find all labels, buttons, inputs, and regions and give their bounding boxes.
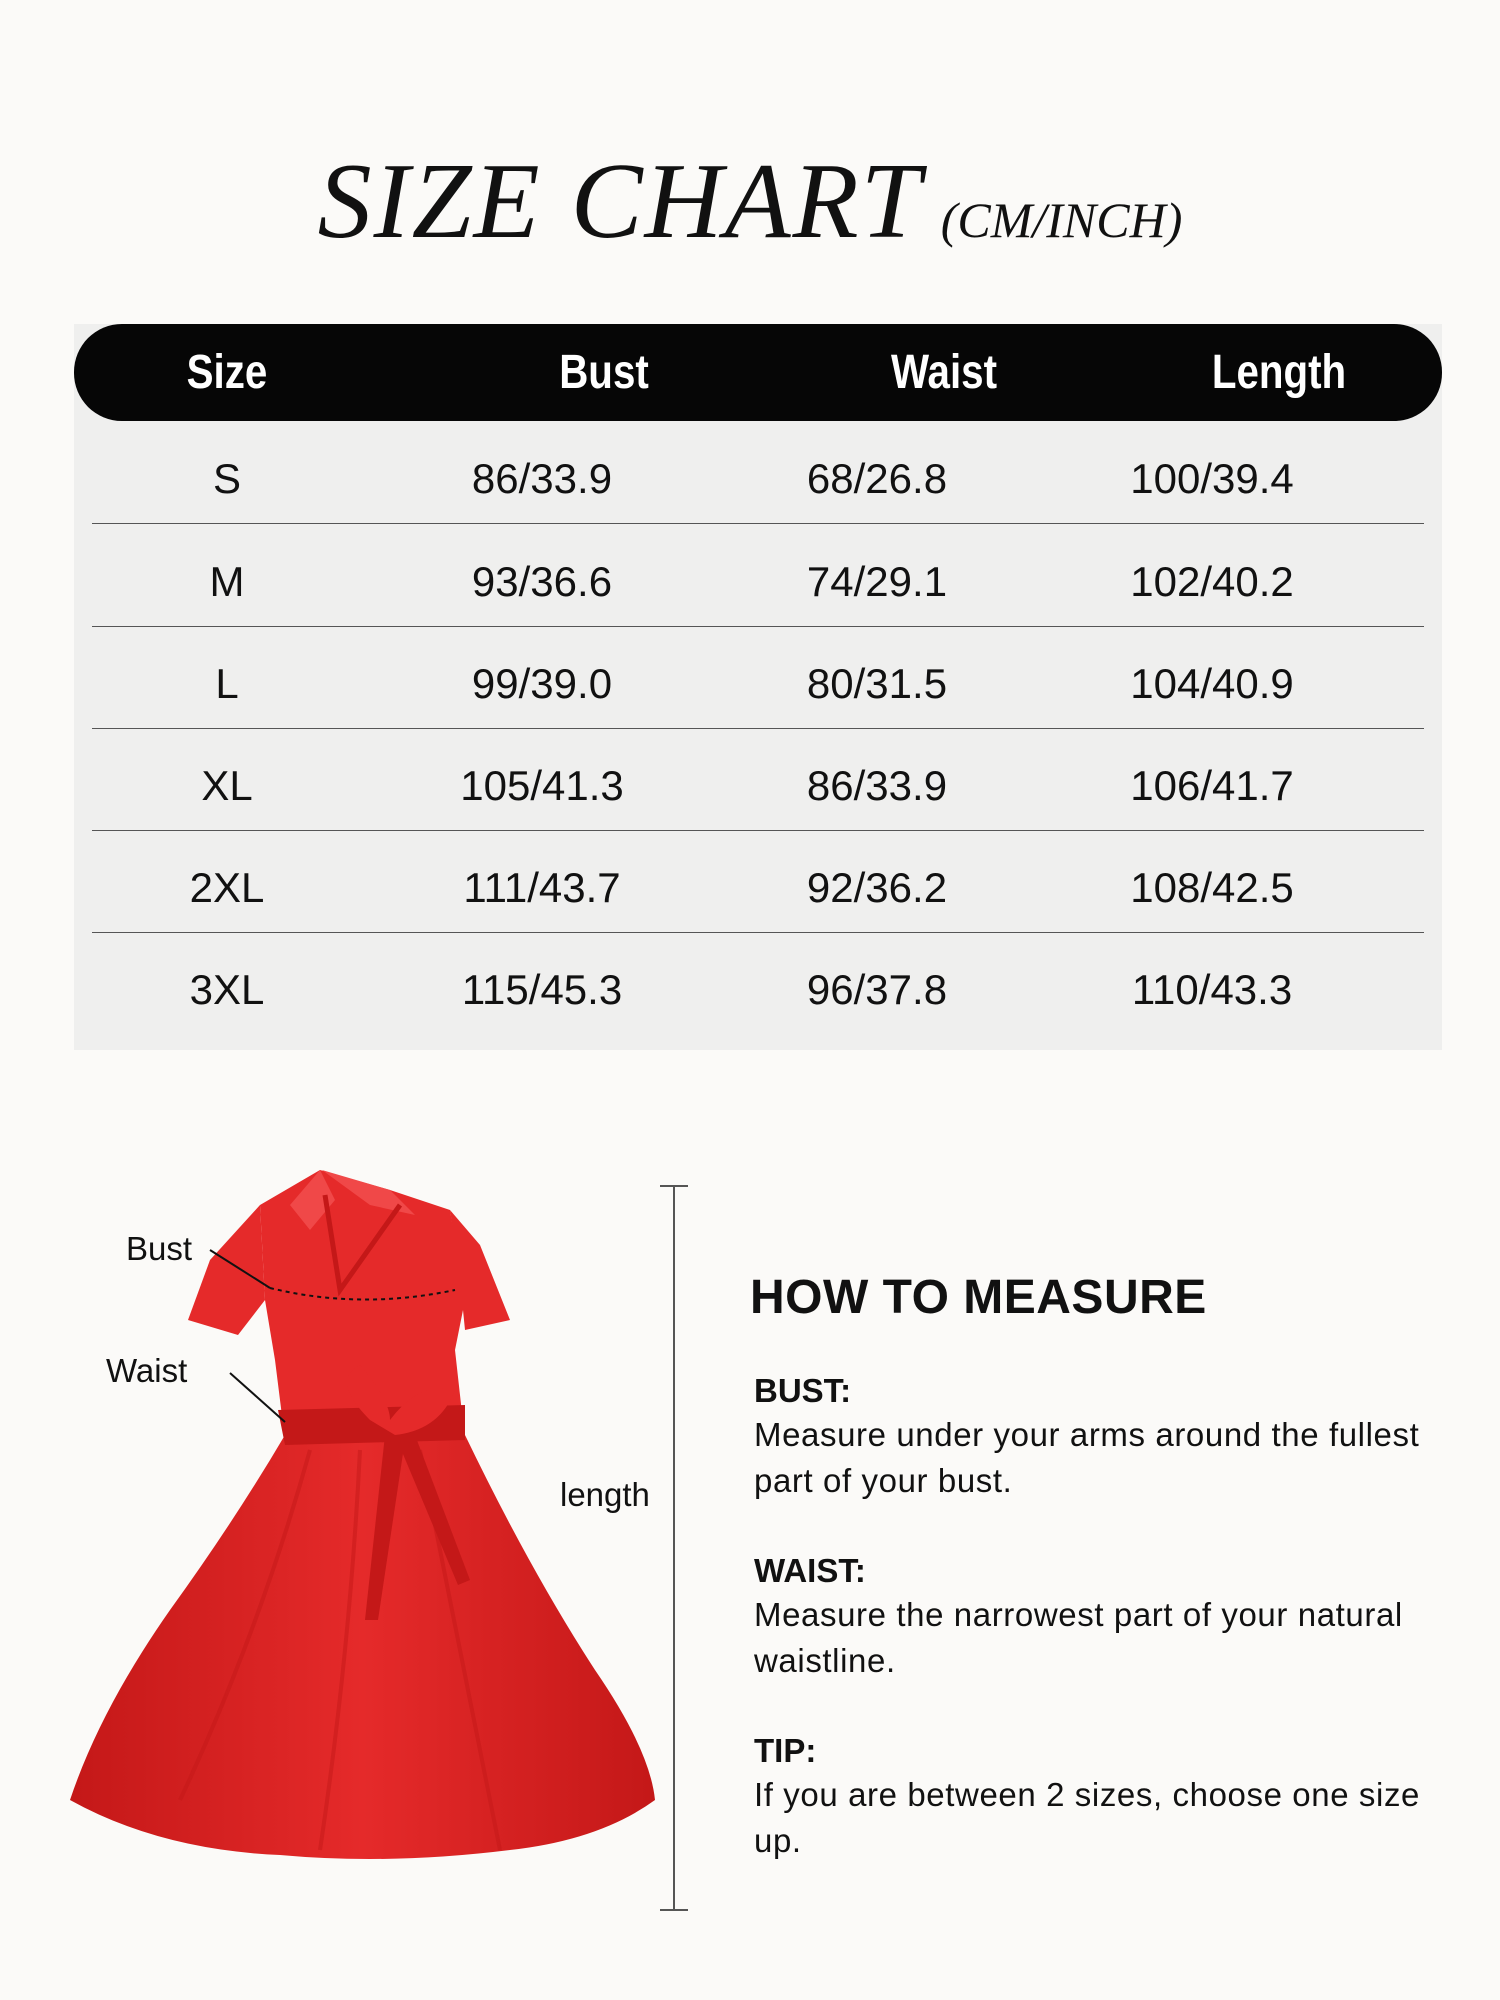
cell-length: 102/40.2 [1130, 558, 1294, 605]
cell-length: 110/43.3 [1131, 966, 1293, 1013]
column-header-waist: Waist [890, 346, 998, 399]
size-table [74, 324, 1442, 1050]
dress-left-sleeve [188, 1205, 265, 1335]
cell-size: 3XL [189, 966, 265, 1013]
cell-length: 104/40.9 [1130, 660, 1294, 707]
title-text: SIZE CHART [317, 142, 923, 261]
cell-size: XL [201, 762, 253, 809]
column-header-size: Size [186, 346, 268, 399]
cell-bust: 86/33.9 [471, 455, 613, 502]
cell-length: 108/42.5 [1130, 864, 1294, 911]
cell-bust: 93/36.6 [471, 558, 613, 605]
cell-waist: 86/33.9 [806, 762, 948, 809]
cell-bust: 111/43.7 [463, 864, 621, 911]
cell-length: 106/41.7 [1130, 762, 1294, 809]
cell-length: 100/39.4 [1130, 455, 1294, 502]
cell-waist: 80/31.5 [806, 660, 948, 707]
table-row [92, 830, 1424, 933]
waist-label: Waist [106, 1352, 188, 1389]
cell-size: M [209, 558, 245, 605]
cell-size: L [215, 660, 239, 707]
tip-section-text: If you are between 2 sizes, choose one size up. [754, 1776, 1421, 1859]
length-label: length [560, 1476, 650, 1513]
table-row [92, 524, 1424, 627]
cell-bust: 115/45.3 [461, 966, 623, 1013]
table-header [74, 324, 1442, 421]
table-row [92, 728, 1424, 831]
cell-waist: 74/29.1 [806, 558, 948, 605]
bust-section-title: BUST: [754, 1372, 852, 1409]
waist-section-text: Measure the narrowest part of your natural waistline. [754, 1596, 1403, 1679]
how-to-measure-title: HOW TO MEASURE [750, 1271, 1207, 1324]
bust-section-text: Measure under your arms around the fullest part of your bust. [754, 1416, 1420, 1499]
cell-waist: 68/26.8 [806, 455, 948, 502]
title-unit: (CM/INCH) [940, 192, 1183, 248]
bust-label: Bust [126, 1230, 193, 1267]
cell-waist: 96/37.8 [806, 966, 948, 1013]
cell-size: S [212, 455, 241, 502]
cell-waist: 92/36.2 [806, 864, 948, 911]
table-row [92, 932, 1424, 1034]
table-row [92, 421, 1424, 524]
table-row [92, 626, 1424, 729]
page-title [0, 140, 1500, 264]
cell-size: 2XL [189, 864, 265, 911]
column-header-length: Length [1211, 346, 1347, 399]
column-header-bust: Bust [559, 346, 649, 399]
cell-bust: 105/41.3 [460, 762, 624, 809]
cell-bust: 99/39.0 [471, 660, 613, 707]
waist-section-title: WAIST: [754, 1552, 866, 1589]
tip-section-title: TIP: [754, 1732, 817, 1769]
waist-pointer-line [230, 1373, 285, 1422]
